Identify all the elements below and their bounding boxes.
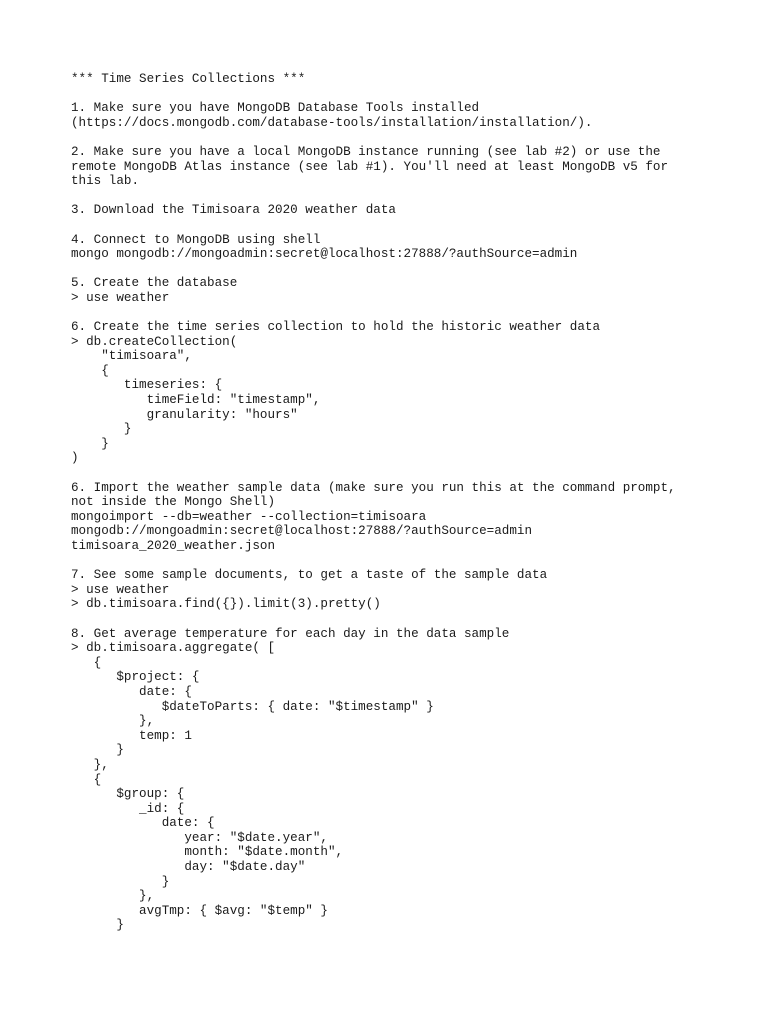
section-2	[71, 101, 731, 130]
text-line: (https://docs.mongodb.com/database-tools/installation/installation/).	[71, 115, 593, 130]
text-line: "timisoara",	[71, 349, 192, 364]
text-line: 6. Import the weather sample data (make sure you run this at the command prompt,	[71, 480, 676, 495]
text-line: date: {	[71, 816, 215, 831]
section-7	[71, 320, 731, 466]
text-line: mongo mongodb://mongoadmin:secret@localhost:27888/?authSource=admin	[71, 247, 578, 262]
section-9	[71, 568, 731, 612]
text-line: year: "$date.year",	[71, 830, 328, 845]
text-line: *** Time Series Collections ***	[71, 72, 306, 86]
section-8	[71, 481, 731, 554]
text-line: timeField: "timestamp",	[71, 393, 321, 408]
text-line: mongoimport --db=weather --collection=timisoara	[71, 509, 427, 524]
text-line: },	[71, 714, 155, 729]
text-line: 5. Create the database	[71, 276, 238, 291]
text-line: avgTmp: { $avg: "$temp" }	[71, 903, 328, 918]
text-line: remote MongoDB Atlas instance (see lab #1). You'll need at least MongoDB v5 for	[71, 159, 669, 174]
section-4	[71, 203, 731, 218]
text-line: not inside the Mongo Shell)	[71, 495, 276, 510]
text-line: granularity: "hours"	[71, 407, 298, 422]
text-line: temp: 1	[71, 728, 192, 743]
text-line: date: {	[71, 684, 192, 699]
text-line: }	[71, 436, 109, 451]
text-line: {	[71, 772, 102, 787]
text-line: }	[71, 918, 124, 933]
text-line: $project: {	[71, 670, 200, 685]
text-line: }	[71, 422, 132, 437]
text-line: }	[71, 874, 170, 889]
text-line: > db.createCollection(	[71, 334, 238, 349]
text-line: }	[71, 743, 124, 758]
text-line: this lab.	[71, 174, 140, 189]
section-3	[71, 145, 731, 189]
section-1	[71, 72, 731, 87]
section-5	[71, 233, 731, 262]
text-line: {	[71, 655, 102, 670]
text-line: timeseries: {	[71, 378, 223, 393]
text-line: > db.timisoara.find({}).limit(3).pretty()	[71, 597, 381, 612]
text-line: 8. Get average temperature for each day in the data sample	[71, 626, 510, 641]
text-line: 3. Download the Timisoara 2020 weather data	[71, 203, 396, 218]
document-page	[71, 72, 731, 948]
text-line: },	[71, 889, 155, 904]
section-10	[71, 627, 731, 933]
text-line: > use weather	[71, 582, 170, 597]
text-line: $group: {	[71, 787, 185, 802]
text-line: {	[71, 363, 109, 378]
text-line: 2. Make sure you have a local MongoDB instance running (see lab #2) or use the	[71, 144, 661, 159]
text-line: )	[71, 451, 79, 466]
section-6	[71, 276, 731, 305]
text-line: },	[71, 757, 109, 772]
text-line: 7. See some sample documents, to get a taste of the sample data	[71, 568, 548, 583]
text-line: month: "$date.month",	[71, 845, 344, 860]
text-line: 1. Make sure you have MongoDB Database Tools installed	[71, 101, 480, 116]
text-line: timisoara_2020_weather.json	[71, 539, 276, 553]
text-line: 4. Connect to MongoDB using shell	[71, 232, 321, 247]
text-line: 6. Create the time series collection to hold the historic weather data	[71, 320, 601, 335]
text-line: > use weather	[71, 290, 170, 305]
text-line: _id: {	[71, 801, 185, 816]
text-line: $dateToParts: { date: "$timestamp" }	[71, 699, 434, 714]
text-line: mongodb://mongoadmin:secret@localhost:27888/?authSource=admin	[71, 524, 533, 539]
text-line: > db.timisoara.aggregate( [	[71, 641, 276, 656]
text-line: day: "$date.day"	[71, 860, 306, 875]
